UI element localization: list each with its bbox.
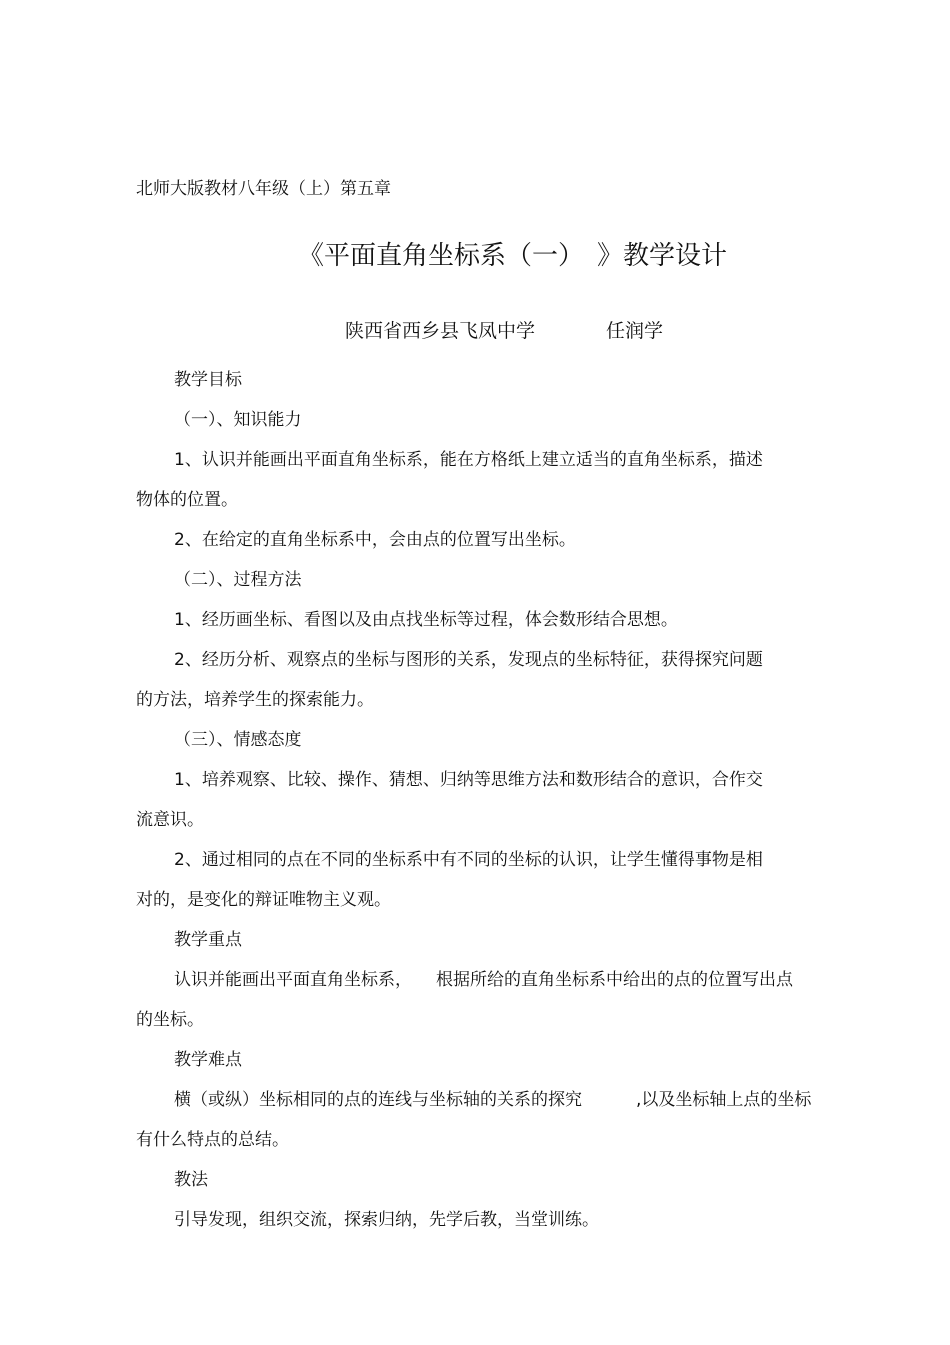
subsection-heading-attitude: （三）、情感态度 bbox=[174, 730, 302, 750]
subsection-heading-process: （二）、过程方法 bbox=[174, 570, 302, 590]
paragraph-line: 有什么特点的总结。 bbox=[136, 1130, 289, 1150]
paragraph-line: 横（或纵）坐标相同的点的连线与坐标轴的关系的探究 bbox=[174, 1090, 582, 1110]
paragraph-line: 引导发现，组织交流，探索归纳，先学后教，当堂训练。 bbox=[174, 1210, 599, 1230]
paragraph-line: 1、认识并能画出平面直角坐标系，能在方格纸上建立适当的直角坐标系，描述 bbox=[174, 450, 763, 470]
document-header: 北师大版教材八年级（上）第五章 bbox=[136, 179, 391, 199]
paragraph-line: 对的，是变化的辩证唯物主义观。 bbox=[136, 890, 391, 910]
paragraph-line: 物体的位置。 bbox=[136, 490, 238, 510]
paragraph-line: 认识并能画出平面直角坐标系， bbox=[174, 970, 412, 990]
document-title: 《平面直角坐标系（一） 》教学设计 bbox=[298, 241, 728, 271]
paragraph-line: 的坐标。 bbox=[136, 1010, 204, 1030]
paragraph-line: 的方法，培养学生的探索能力。 bbox=[136, 690, 374, 710]
paragraph-line-continued: ,以及坐标轴上点的坐标 bbox=[636, 1090, 812, 1110]
paragraph-line: 流意识。 bbox=[136, 810, 204, 830]
author-school: 陕西省西乡县飞凤中学 bbox=[345, 320, 536, 342]
paragraph-line-continued: 根据所给的直角坐标系中给出的点的位置写出点 bbox=[436, 970, 793, 990]
paragraph-line: 2、通过相同的点在不同的坐标系中有不同的坐标的认识，让学生懂得事物是相 bbox=[174, 850, 763, 870]
paragraph-line: 2、在给定的直角坐标系中，会由点的位置写出坐标。 bbox=[174, 530, 576, 550]
section-heading-objectives: 教学目标 bbox=[174, 370, 242, 390]
paragraph-line: 2、经历分析、观察点的坐标与图形的关系，发现点的坐标特征，获得探究问题 bbox=[174, 650, 763, 670]
author-name: 任润学 bbox=[606, 320, 664, 342]
paragraph-line: 1、经历画坐标、看图以及由点找坐标等过程，体会数形结合思想。 bbox=[174, 610, 678, 630]
paragraph-line: 1、培养观察、比较、操作、猜想、归纳等思维方法和数形结合的意识，合作交 bbox=[174, 770, 763, 790]
section-heading-difficulties: 教学难点 bbox=[174, 1050, 242, 1070]
subsection-heading-knowledge: （一）、知识能力 bbox=[174, 410, 302, 430]
section-heading-key-points: 教学重点 bbox=[174, 930, 242, 950]
section-heading-teaching-methods: 教法 bbox=[174, 1170, 208, 1190]
